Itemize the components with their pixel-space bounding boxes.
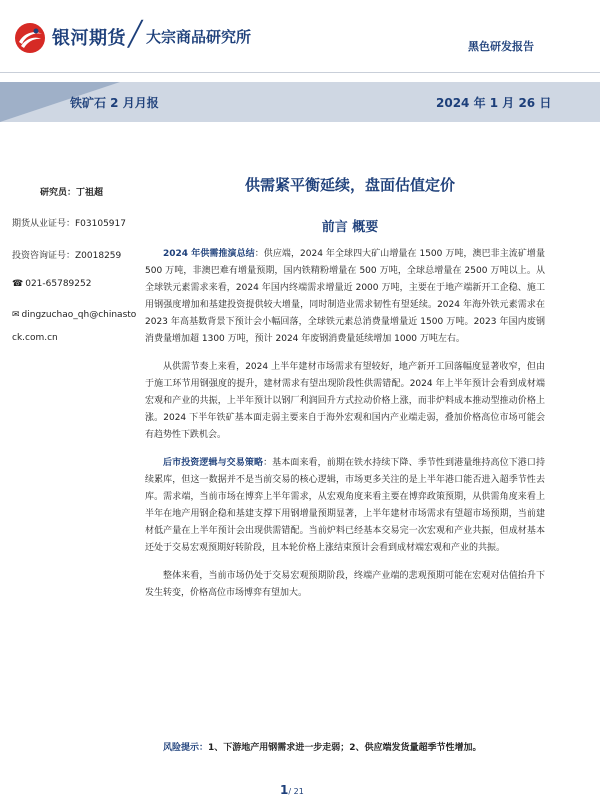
phone-number: 021-65789252: [25, 279, 92, 289]
paragraph-summary: [145, 246, 545, 348]
header-rule: [0, 72, 600, 73]
institute-name: 大宗商品研究所: [146, 28, 252, 46]
section-heading: 前言 概要: [321, 220, 379, 235]
paragraph-label: 2024 年供需推演总结: [163, 249, 255, 259]
risk-warning: [145, 740, 565, 753]
paragraph-strategy: [145, 455, 545, 557]
paragraph-label: 后市投资逻辑与交易策略: [163, 458, 264, 468]
report-date: 2024 年 1 月 26 日: [436, 96, 552, 110]
phone-icon: ☎: [12, 279, 24, 289]
email-part1[interactable]: dingzuchao_qh@chinasto: [21, 310, 137, 320]
report-body: [145, 246, 545, 613]
report-series: 铁矿石 2 月月报: [70, 96, 159, 110]
current-page: 1: [280, 783, 289, 797]
report-title: 供需紧平衡延续，盘面估值定价: [244, 176, 455, 194]
paragraph-text: ：基本面来看，前期在铁水持续下降、季节性到港量维持高位下港口持续累库，但这一数据并不是当前交易的核心逻辑，市场更多关注的是上半年港口能否进入超季节性去库。需求端，当前市场在博弈上半年需求，从宏观角度来看主要在博弈政策预期，从供需角度来看上半年在地产用钢企稳和基建支撑下用钢增量预期显著，上半年建材市场需求有望超市场预期，当前建材低产量在上半年预计会出现供需错配。当前炉料已经基本交易完一次宏观和产业共振，但成材基本还处于交易宏观预期好转阶段，且本轮价格上涨结束预计会看到成材端宏观和产业的共振。: [145, 458, 545, 553]
report-type: 黑色研发报告: [468, 40, 534, 53]
header-divider: ╱: [128, 20, 143, 48]
phone-row: [12, 279, 91, 289]
email-part2[interactable]: ck.com.cn: [12, 333, 58, 343]
paragraph-rhythm: 从供需节奏上来看，2024 上半年建材市场需求有望较好，地产新开工回落幅度显著收窄，但由于施工环节用钢强度的提升，建材需求有望出现阶段性供需错配。2024 年上半年预计会看到成材端宏观和产业的共振，上半年预计以钢厂利润回升方式拉动价格上涨，而非炉料成本推动型推动价格上涨。2024 下半年铁矿基本面走弱主要来自于海外宏观和国内产业端走弱，叠加价格高位市场可能会有趋势性下跌机会。: [145, 362, 545, 440]
risk-text: 1、下游地产用钢需求进一步走弱；2、供应端发货量超季节性增加。: [208, 743, 482, 753]
risk-label: 风险提示：: [163, 743, 209, 753]
paragraph-text: ：供应端，2024 年全球四大矿山增量在 1500 万吨，澳巴非主流矿增量 500 万吨，非澳巴难有增量预期，国内铁精粉增量在 500 万吨，全球总增量在 2500 万吨以上。从全球铁元素需求来看，2024 年国内终端需求增量近 2000 万吨，主要在于地产端新开工企稳、施工用钢强度增加和基建投资提供较大增量，同时制造业需求韧性有望延续。2024 年海外铁元素需求在 2023 年高基数背景下预计会小幅回落，全球铁元素总消费量增量近 1500 万吨。2023 年国内废钢消费量增加超 1300 万吨，预计 2024 年废钢消费量延续增加 1000 万吨左右。: [145, 249, 545, 344]
advisory-cert: 投资咨询证号：Z0018259: [12, 251, 122, 261]
futures-cert: 期货从业证号：F03105917: [12, 219, 126, 229]
page-number: [280, 783, 304, 797]
analyst-name: 研究员：丁祖超: [40, 188, 104, 198]
total-pages: / 21: [288, 787, 304, 796]
galaxy-logo-icon: [14, 22, 46, 54]
email-row[interactable]: [12, 310, 136, 320]
brand-name: 银河期货: [52, 28, 126, 49]
report-banner: [0, 82, 600, 122]
paragraph-conclusion: 整体来看，当前市场仍处于交易宏观预期阶段，终端产业端的悲观预期可能在宏观对估值抬升下发生转变，价格高位市场博弈有望加大。: [145, 571, 545, 598]
page-header: [0, 0, 600, 74]
mail-icon: ✉: [12, 310, 20, 320]
